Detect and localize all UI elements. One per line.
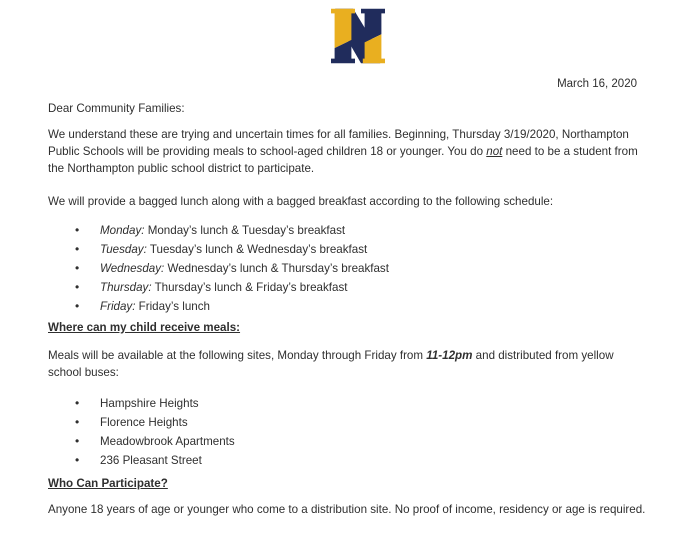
schedule-item-monday bbox=[48, 221, 646, 240]
n-logo-svg bbox=[328, 7, 388, 65]
intro-text-2: need to be a student from the Northampton public school district to participate. bbox=[48, 145, 638, 175]
sites-list bbox=[48, 392, 646, 470]
site-item-meadowbrook-apartments: • Meadowbrook Apartments bbox=[48, 432, 646, 451]
schedule-meals: Thursday’s lunch & Friday’s breakfast bbox=[151, 281, 348, 294]
site-item-florence-heights: • Florence Heights bbox=[48, 413, 646, 432]
schedule-day: Thursday: bbox=[100, 281, 152, 294]
letter-date: March 16, 2020 bbox=[557, 78, 637, 90]
northampton-schools-n-logo-icon bbox=[328, 7, 388, 65]
schedule-item-wednesday bbox=[48, 259, 646, 278]
letter-body bbox=[48, 100, 646, 518]
schedule-meals: Monday’s lunch & Tuesday’s breakfast bbox=[144, 224, 346, 237]
not-emphasis: not bbox=[486, 145, 503, 158]
schedule-list bbox=[48, 219, 646, 316]
intro-text-1: We understand these are trying and uncertain times for all families. Beginning, Thursday 3/19/2020, Northampton Public Schools will be providing meals to school-aged children 18 or younger. You do bbox=[48, 128, 629, 158]
schedule-meals: Tuesday’s lunch & Wednesday’s breakfast bbox=[146, 243, 368, 256]
sites-intro-text-2: and distributed from yellow school buses: bbox=[48, 349, 614, 379]
participate-section-heading: Who Can Participate? bbox=[48, 477, 168, 490]
intro-paragraph bbox=[48, 126, 646, 177]
sites-intro-text-1: Meals will be available at the following sites, Monday through Friday from bbox=[48, 349, 427, 362]
schedule-meals: Wednesday’s lunch & Thursday’s breakfast bbox=[164, 262, 389, 275]
sites-section-heading: Where can my child receive meals: bbox=[48, 321, 241, 334]
schedule-item-tuesday bbox=[48, 240, 646, 259]
distribution-time: 11-12pm bbox=[426, 349, 473, 362]
participate-body: Anyone 18 years of age or younger who come to a distribution site. No proof of income, residency or age is required. bbox=[48, 503, 646, 516]
site-item-236-pleasant-street: • 236 Pleasant Street bbox=[48, 451, 646, 470]
site-item-hampshire-heights: • Hampshire Heights bbox=[48, 394, 646, 413]
schedule-item-friday bbox=[48, 297, 646, 316]
schedule-day: Wednesday: bbox=[100, 262, 165, 275]
schedule-item-thursday bbox=[48, 278, 646, 297]
schedule-day: Monday: bbox=[100, 224, 145, 237]
schedule-meals: Friday’s lunch bbox=[135, 300, 210, 313]
schedule-day: Friday: bbox=[100, 300, 136, 313]
schedule-day: Tuesday: bbox=[100, 243, 147, 256]
salutation: Dear Community Families: bbox=[48, 102, 185, 115]
sites-intro-paragraph bbox=[48, 347, 646, 381]
schedule-intro: We will provide a bagged lunch along with a bagged breakfast according to the following schedule: bbox=[48, 195, 554, 208]
